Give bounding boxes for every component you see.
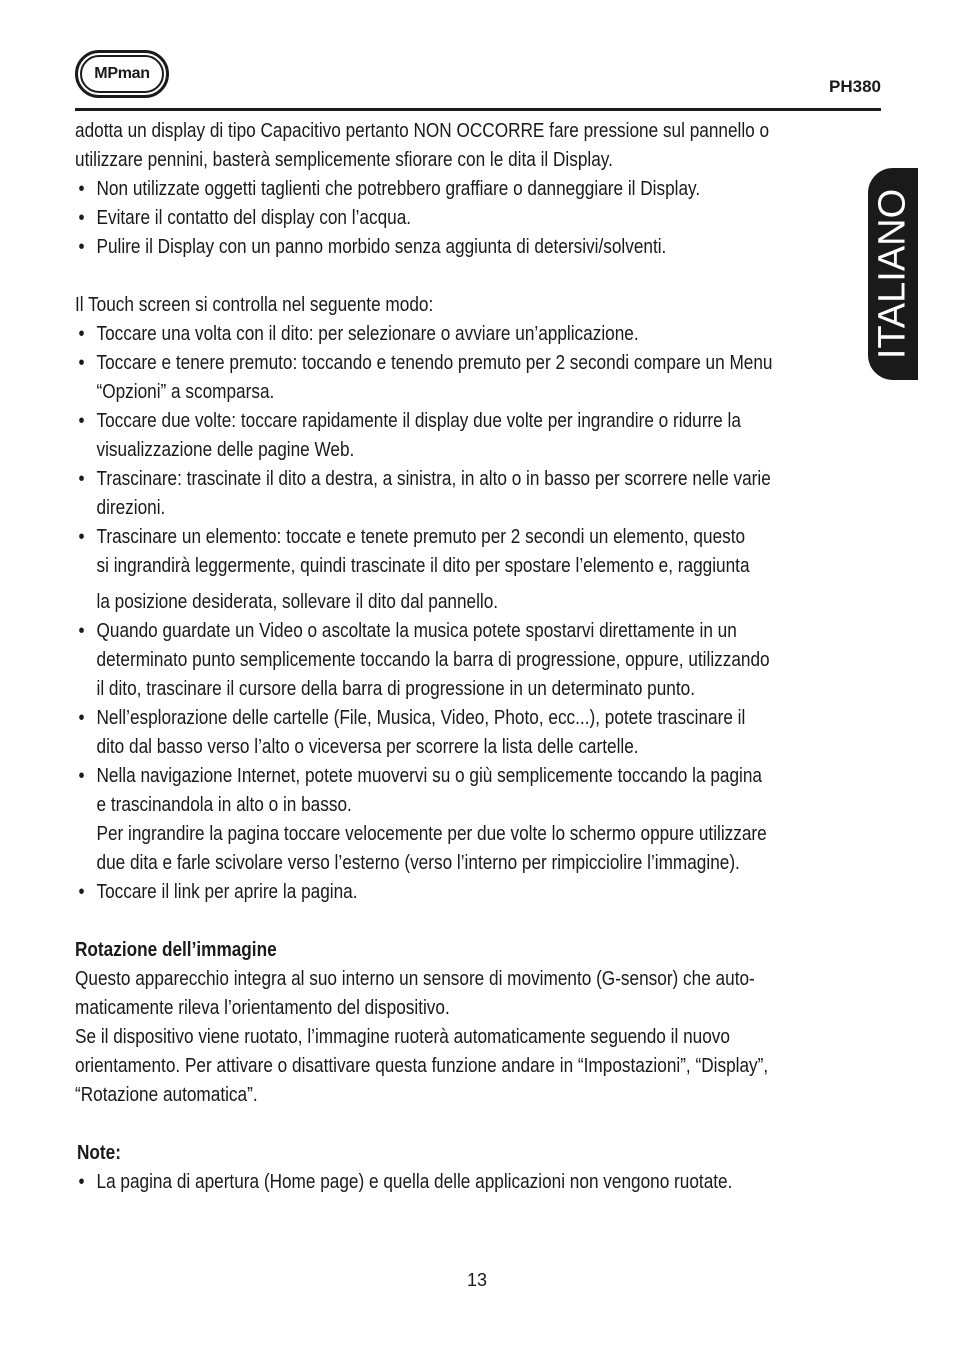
list-item-line: • Trascinare un elemento: toccate e tenete premuto per 2 secondi un elemento, questo xyxy=(96,526,746,548)
logo-text: MPman xyxy=(80,55,164,93)
language-tab-label: ITALIANO xyxy=(871,188,914,360)
list-item-line: si ingrandirà leggermente, quindi trascinate il dito per spostare l’elemento e, raggiunta xyxy=(96,555,750,577)
page-content xyxy=(75,117,883,1197)
list-item-line: • Nell’esplorazione delle cartelle (File, Musica, Video, Photo, ecc...), potete trascinare il xyxy=(96,707,746,729)
mpman-logo xyxy=(75,50,169,98)
rotation-line: “Rotazione automatica”. xyxy=(75,1084,258,1106)
list-item xyxy=(75,878,847,907)
rotation-line: Se il dispositivo viene ruotato, l’immagine ruoterà automaticamente seguendo il nuovo xyxy=(75,1026,730,1048)
note-heading: Note: xyxy=(77,1142,121,1164)
list-item xyxy=(75,523,847,617)
list-item-line: “Opzioni” a scomparsa. xyxy=(96,381,275,403)
list-item-line: due dita e farle scivolare verso l’esterno (verso l’interno per rimpicciolire l’immagine). xyxy=(96,852,740,874)
care-list xyxy=(75,175,883,262)
rotation-heading: Rotazione dell’immagine xyxy=(75,939,277,961)
rotation-line: maticamente rileva l’orientamento del dispositivo. xyxy=(75,997,450,1019)
list-item: • Evitare il contatto del display con l’acqua. xyxy=(75,204,847,233)
list-item-line: il dito, trascinare il cursore della barra di progressione in un determinato punto. xyxy=(96,678,696,700)
list-item xyxy=(75,349,847,407)
list-item-line: • Toccare il link per aprire la pagina. xyxy=(96,881,358,903)
model-number: PH380 xyxy=(829,77,881,96)
list-item xyxy=(75,465,847,523)
list-item xyxy=(75,762,847,878)
list-item-line: • Toccare una volta con il dito: per selezionare o avviare un’applicazione. xyxy=(96,323,639,345)
touch-intro: Il Touch screen si controlla nel seguente modo: xyxy=(75,294,434,316)
list-item-line: la posizione desiderata, sollevare il dito dal pannello. xyxy=(96,591,499,613)
intro-line: adotta un display di tipo Capacitivo pertanto NON OCCORRE fare pressione sul pannello o xyxy=(75,120,770,142)
header-rule xyxy=(75,108,881,111)
list-item-line: • Toccare due volte: toccare rapidamente il display due volte per ingrandire o ridurre la xyxy=(96,410,741,432)
list-item xyxy=(75,407,847,465)
note-list xyxy=(75,1168,883,1197)
list-item: • Non utilizzate oggetti taglienti che potrebbero graffiare o danneggiare il Display. xyxy=(75,175,847,204)
list-item xyxy=(75,617,847,704)
list-item-line: e trascinandola in alto o in basso. xyxy=(96,794,352,816)
list-item-line: visualizzazione delle pagine Web. xyxy=(96,439,355,461)
rotation-line: Questo apparecchio integra al suo interno un sensore di movimento (G-sensor) che auto- xyxy=(75,968,755,990)
list-item: • Pulire il Display con un panno morbido senza aggiunta di detersivi/solventi. xyxy=(75,233,847,262)
intro-line: utilizzare pennini, basterà semplicemente sfiorare con le dita il Display. xyxy=(75,149,613,171)
spacer xyxy=(75,1110,883,1139)
rotation-line: orientamento. Per attivare o disattivare questa funzione andare in “Impostazioni”, “Display”, xyxy=(75,1055,769,1077)
list-item-line: • Toccare e tenere premuto: toccando e tenendo premuto per 2 secondi compare un Menu xyxy=(96,352,773,374)
list-item xyxy=(75,704,847,762)
list-item-line: Per ingrandire la pagina toccare velocemente per due volte lo schermo oppure utilizzare xyxy=(96,823,767,845)
spacer xyxy=(75,262,883,291)
page-number: 13 xyxy=(466,1270,488,1290)
list-item-line: • Nella navigazione Internet, potete muovervi su o giù semplicemente toccando la pagina xyxy=(96,765,762,787)
list-item-line: determinato punto semplicemente toccando la barra di progressione, oppure, utilizzando xyxy=(96,649,770,671)
list-item-line: dito dal basso verso l’alto o viceversa per scorrere la lista delle cartelle. xyxy=(96,736,639,758)
spacer xyxy=(75,907,883,936)
list-item xyxy=(75,320,847,349)
list-item: • La pagina di apertura (Home page) e quella delle applicazioni non vengono ruotate. xyxy=(75,1168,847,1197)
list-item-line: • Quando guardate un Video o ascoltate la musica potete spostarvi direttamente in un xyxy=(96,620,737,642)
touch-list xyxy=(75,320,883,907)
list-item-line: direzioni. xyxy=(96,497,166,519)
list-item-line: • Trascinare: trascinate il dito a destra, a sinistra, in alto o in basso per scorrere nelle varie xyxy=(96,468,771,490)
